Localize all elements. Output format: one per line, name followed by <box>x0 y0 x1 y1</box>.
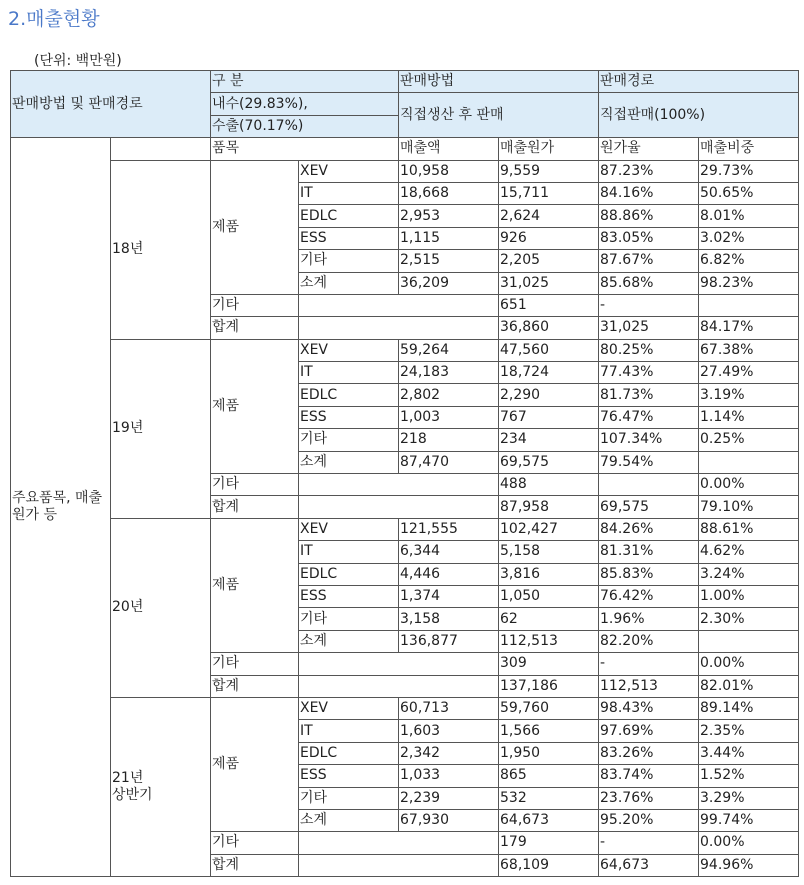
data-cell: 2.30% <box>699 608 799 630</box>
data-cell: 83.26% <box>599 742 699 764</box>
data-cell: 31,025 <box>599 317 699 339</box>
data-cell: 36,209 <box>399 272 499 294</box>
table-row <box>11 160 799 182</box>
data-cell: 18,724 <box>499 362 599 384</box>
data-cell: 68,109 <box>499 854 599 876</box>
data-cell: 10,958 <box>399 160 499 182</box>
data-cell: 3,816 <box>499 563 599 585</box>
data-cell: 87,958 <box>499 496 599 518</box>
other-label: 기타 <box>211 294 299 316</box>
header-method: 판매방법 <box>399 71 599 93</box>
column-header: 매출액 <box>399 138 499 160</box>
year-cell: 18년 <box>111 160 211 339</box>
data-cell: ESS <box>299 765 399 787</box>
product-label: 제품 <box>211 160 299 294</box>
empty-cell <box>299 474 499 496</box>
data-cell: 88.86% <box>599 205 699 227</box>
data-cell: IT <box>299 541 399 563</box>
data-cell: 1,115 <box>399 227 499 249</box>
data-cell: 64,673 <box>499 809 599 831</box>
data-cell: 95.20% <box>599 809 699 831</box>
data-cell: 87,470 <box>399 451 499 473</box>
table-row <box>11 339 799 361</box>
data-cell: 88.61% <box>699 518 799 540</box>
data-cell: 865 <box>499 765 599 787</box>
data-cell: 62 <box>499 608 599 630</box>
data-cell: 2,515 <box>399 250 499 272</box>
data-cell: IT <box>299 182 399 204</box>
data-cell: 3.02% <box>699 227 799 249</box>
data-cell: 3.19% <box>699 384 799 406</box>
data-cell: 기타 <box>299 608 399 630</box>
empty-cell <box>111 138 211 160</box>
data-cell: XEV <box>299 339 399 361</box>
data-cell: 532 <box>499 787 599 809</box>
data-cell: 112,513 <box>599 675 699 697</box>
empty-cell <box>299 832 499 854</box>
table-row <box>11 518 799 540</box>
data-cell: 소계 <box>299 272 399 294</box>
total-label: 합계 <box>211 854 299 876</box>
data-cell: 2,239 <box>399 787 499 809</box>
data-cell: 84.17% <box>699 317 799 339</box>
data-cell <box>699 630 799 652</box>
data-cell: 69,575 <box>599 496 699 518</box>
data-cell: 3,158 <box>399 608 499 630</box>
data-cell: 2,953 <box>399 205 499 227</box>
data-cell: 85.68% <box>599 272 699 294</box>
header-export: 수출(70.17%) <box>211 115 399 137</box>
section-label: 주요품목, 매출원가 등 <box>11 138 111 877</box>
data-cell: 5,158 <box>499 541 599 563</box>
empty-cell <box>299 854 499 876</box>
data-cell: 59,760 <box>499 697 599 719</box>
data-cell: 0.25% <box>699 429 799 451</box>
data-cell: 81.31% <box>599 541 699 563</box>
data-cell: 67.38% <box>699 339 799 361</box>
data-cell: 1,050 <box>499 585 599 607</box>
data-cell <box>699 294 799 316</box>
data-cell: 9,559 <box>499 160 599 182</box>
column-header: 매출비중 <box>699 138 799 160</box>
data-cell: 136,877 <box>399 630 499 652</box>
header-row-label: 판매방법 및 판매경로 <box>11 71 211 138</box>
data-cell: EDLC <box>299 205 399 227</box>
data-cell: 2,802 <box>399 384 499 406</box>
data-cell: 6.82% <box>699 250 799 272</box>
data-cell: 60,713 <box>399 697 499 719</box>
column-header: 원가율 <box>599 138 699 160</box>
data-cell: 97.69% <box>599 720 699 742</box>
data-cell: 기타 <box>299 250 399 272</box>
data-cell: 3.44% <box>699 742 799 764</box>
data-cell: 179 <box>499 832 599 854</box>
data-cell: 83.74% <box>599 765 699 787</box>
data-cell: 85.83% <box>599 563 699 585</box>
table-row <box>11 138 799 160</box>
data-cell: XEV <box>299 160 399 182</box>
data-cell: 1,566 <box>499 720 599 742</box>
data-cell: 137,186 <box>499 675 599 697</box>
data-cell: 6,344 <box>399 541 499 563</box>
data-cell: 47,560 <box>499 339 599 361</box>
header-gubun: 구 분 <box>211 71 399 93</box>
data-cell: 15,711 <box>499 182 599 204</box>
data-cell: ESS <box>299 585 399 607</box>
data-cell: 24,183 <box>399 362 499 384</box>
data-cell: - <box>599 653 699 675</box>
data-cell: 기타 <box>299 429 399 451</box>
data-cell: 소계 <box>299 630 399 652</box>
page-title: 2.매출현황 <box>8 8 100 30</box>
data-cell: 89.14% <box>699 697 799 719</box>
data-cell: 76.47% <box>599 406 699 428</box>
data-cell: 1,603 <box>399 720 499 742</box>
data-cell: 81.73% <box>599 384 699 406</box>
data-cell <box>699 451 799 473</box>
data-cell: 77.43% <box>599 362 699 384</box>
data-cell: 309 <box>499 653 599 675</box>
data-cell: 99.74% <box>699 809 799 831</box>
other-label: 기타 <box>211 653 299 675</box>
other-label: 기타 <box>211 474 299 496</box>
data-cell: 82.01% <box>699 675 799 697</box>
empty-cell <box>299 294 499 316</box>
data-cell: 64,673 <box>599 854 699 876</box>
data-cell: 107.34% <box>599 429 699 451</box>
column-header: 매출원가 <box>499 138 599 160</box>
data-cell: XEV <box>299 697 399 719</box>
data-cell: - <box>599 294 699 316</box>
data-cell: 소계 <box>299 451 399 473</box>
empty-cell <box>299 653 499 675</box>
data-cell: ESS <box>299 406 399 428</box>
data-cell: 4.62% <box>699 541 799 563</box>
total-label: 합계 <box>211 675 299 697</box>
data-cell: 121,555 <box>399 518 499 540</box>
data-cell: 98.43% <box>599 697 699 719</box>
data-cell: 69,575 <box>499 451 599 473</box>
data-cell: - <box>599 832 699 854</box>
data-cell: IT <box>299 362 399 384</box>
product-label: 제품 <box>211 518 299 652</box>
total-label: 합계 <box>211 496 299 518</box>
data-cell: 3.24% <box>699 563 799 585</box>
data-cell: 2,624 <box>499 205 599 227</box>
data-cell: 23.76% <box>599 787 699 809</box>
unit-label: (단위: 백만원) <box>34 53 122 69</box>
header-route-value: 직접판매(100%) <box>599 93 799 138</box>
data-cell: EDLC <box>299 384 399 406</box>
data-cell: 926 <box>499 227 599 249</box>
header-domestic: 내수(29.83%), <box>211 93 399 115</box>
data-cell: 18,668 <box>399 182 499 204</box>
data-cell: 2,342 <box>399 742 499 764</box>
data-cell: 8.01% <box>699 205 799 227</box>
empty-cell <box>299 675 499 697</box>
data-cell: IT <box>299 720 399 742</box>
data-cell: 1,033 <box>399 765 499 787</box>
data-cell: 27.49% <box>699 362 799 384</box>
data-cell: 50.65% <box>699 182 799 204</box>
data-cell: 651 <box>499 294 599 316</box>
data-cell: 1.14% <box>699 406 799 428</box>
data-cell <box>599 474 699 496</box>
table-row <box>11 697 799 719</box>
data-cell: 98.23% <box>699 272 799 294</box>
data-cell: 94.96% <box>699 854 799 876</box>
data-cell: EDLC <box>299 742 399 764</box>
data-cell: 82.20% <box>599 630 699 652</box>
total-label: 합계 <box>211 317 299 339</box>
data-cell: 488 <box>499 474 599 496</box>
header-method-value: 직접생산 후 판매 <box>399 93 599 138</box>
data-cell: 29.73% <box>699 160 799 182</box>
data-cell: 소계 <box>299 809 399 831</box>
data-cell: 67,930 <box>399 809 499 831</box>
data-cell: 218 <box>399 429 499 451</box>
data-cell: 79.10% <box>699 496 799 518</box>
data-cell: 87.67% <box>599 250 699 272</box>
data-cell: 0.00% <box>699 832 799 854</box>
data-cell: 1,374 <box>399 585 499 607</box>
data-cell: 0.00% <box>699 474 799 496</box>
data-cell: 1.00% <box>699 585 799 607</box>
data-cell: 87.23% <box>599 160 699 182</box>
data-cell: XEV <box>299 518 399 540</box>
data-cell: 76.42% <box>599 585 699 607</box>
header-route: 판매경로 <box>599 71 799 93</box>
data-cell: 83.05% <box>599 227 699 249</box>
other-label: 기타 <box>211 832 299 854</box>
data-cell: EDLC <box>299 563 399 585</box>
data-cell: 1,003 <box>399 406 499 428</box>
product-label: 제품 <box>211 339 299 473</box>
data-cell: 36,860 <box>499 317 599 339</box>
data-cell: 2.35% <box>699 720 799 742</box>
data-cell: 0.00% <box>699 653 799 675</box>
data-cell: 기타 <box>299 787 399 809</box>
data-cell: 112,513 <box>499 630 599 652</box>
year-cell: 20년 <box>111 518 211 697</box>
data-cell: 31,025 <box>499 272 599 294</box>
data-cell: 1,950 <box>499 742 599 764</box>
product-label: 제품 <box>211 697 299 831</box>
data-cell: 234 <box>499 429 599 451</box>
year-cell: 19년 <box>111 339 211 518</box>
data-cell: 84.16% <box>599 182 699 204</box>
data-cell: 2,290 <box>499 384 599 406</box>
data-cell: 2,205 <box>499 250 599 272</box>
sales-table <box>10 70 799 877</box>
data-cell: 80.25% <box>599 339 699 361</box>
empty-cell <box>299 496 499 518</box>
data-cell: 1.52% <box>699 765 799 787</box>
data-cell: 3.29% <box>699 787 799 809</box>
year-cell: 21년 상반기 <box>111 697 211 876</box>
data-cell: 79.54% <box>599 451 699 473</box>
data-cell: 767 <box>499 406 599 428</box>
data-cell: 1.96% <box>599 608 699 630</box>
data-cell: 84.26% <box>599 518 699 540</box>
column-header-item: 품목 <box>211 138 399 160</box>
data-cell: 102,427 <box>499 518 599 540</box>
empty-cell <box>299 317 499 339</box>
data-cell: 4,446 <box>399 563 499 585</box>
data-cell: ESS <box>299 227 399 249</box>
data-cell: 59,264 <box>399 339 499 361</box>
